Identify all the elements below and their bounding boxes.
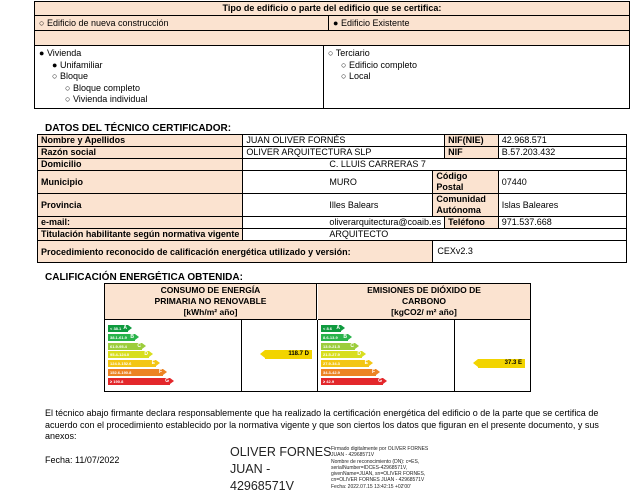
provincia-value: Illes Balears [243,194,433,217]
nombre-label: Nombre y Apellidos [38,135,243,147]
energy-bar-range: 21.5-27.9 [323,352,340,358]
radio-filled: ● [333,18,339,28]
energy-bar-b [108,334,135,341]
firma-nombre [230,444,331,495]
opt-unifamiliar: ● Unifamiliar [52,59,103,70]
tipo-edificio-section [34,1,630,109]
energy-bar-d [108,351,149,358]
declaracion-text: El técnico abajo firmante declara responsablemente que ha realizado la certificación energética del edificio o de la parte que se certifica de acuerdo con el procedimiento establecido por la normativa vigente y que son ciertos los datos que figuran en el presente documento, y sus anexos: [45,408,599,441]
tipo-row-construccion [34,16,630,31]
energy-bar-letter: A [123,325,127,331]
energy-bar-letter: A [336,325,340,331]
energy-bar-range: 8.6-13.9 [323,334,338,340]
nueva-label: Edificio de nueva construcción [46,18,169,28]
energy-bar-letter: F [158,369,162,375]
tipo-spacer [34,31,630,45]
energy-bar-letter: C [137,342,141,349]
tecnico-title: DATOS DEL TÉCNICO CERTIFICADOR: [45,123,232,134]
energy-bar-range: 13.9-21.5 [323,343,340,349]
calificacion-title: CALIFICACIÓN ENERGÉTICA OBTENIDA: [45,272,243,283]
energy-bar-g [321,378,383,385]
nif-label: NIF(NIE) [445,135,499,147]
energy-bar-letter: B [343,333,347,340]
cp-label: Código Postal [433,171,498,194]
opt-vivienda-individual: ○ Vivienda individual [65,94,148,104]
emisiones-indicator-area [455,320,530,391]
energy-bar-d [321,351,362,358]
energy-bar-letter: B [130,333,134,340]
energy-bar-letter: F [371,369,375,375]
opt-local: ○ Local [341,71,371,81]
domicilio-label: Domicilio [38,159,243,171]
tipo-header: Tipo de edificio o parte del edificio que se certifica: [34,1,630,16]
energy-bar-letter: E [151,360,155,367]
firma-line-2: JUAN - [230,462,271,476]
energy-bar-range: < 8.6 [323,326,333,331]
table-row [38,229,627,241]
provincia-label: Provincia [38,194,243,217]
energy-bar-letter: G [165,377,169,384]
consumo-scale [108,325,238,387]
energy-bar-letter: D [144,351,148,358]
procedimiento-label: Procedimiento reconocido de calificación energética utilizado y versión: [38,241,433,263]
firma-line-1: OLIVER FORNES [230,445,332,459]
razon-value: OLIVER ARQUITECTURA SLP [243,147,445,159]
consumo-header: CONSUMO DE ENERGÍA PRIMARIA NO RENOVABLE [kWh/m² año] [105,284,317,320]
table-row [38,147,627,159]
municipio-value: MURO [243,171,433,194]
nif2-label: NIF [445,147,499,159]
telefono-value: 971.537.668 [498,217,626,229]
divider [317,320,318,391]
opt-terciario: ○ Terciario [328,48,370,58]
energy-bar-range: ≥ 190.8 [110,378,124,384]
cp-value: 07440 [498,171,626,194]
energy-bar-e [108,360,156,367]
titulacion-label: Titulación habilitante según normativa vigente [38,229,243,241]
energy-bar-f [108,369,163,376]
energy-bar-c [108,343,142,350]
energy-bar-range: 152.6-190.8 [110,370,132,375]
energy-bar-letter: G [378,377,382,384]
energy-bar-c [321,343,355,350]
titulacion-value: ARQUITECTO [243,229,627,241]
energy-bar-range: 38.1-61.9 [110,334,127,340]
energy-bar-range: 95.4-124.0 [110,352,130,358]
energy-bar-a [321,325,341,332]
firma-line-3: 42968571V [230,479,294,493]
energy-bar-letter: D [357,351,361,358]
table-row [38,194,627,217]
comunidad-value: Islas Baleares [498,194,626,217]
energy-bar-g [108,378,170,385]
nif2-value: B.57.203.432 [498,147,626,159]
energy-bar-f [321,369,376,376]
energy-bar-range: ≥ 42.9 [323,378,335,384]
municipio-label: Municipio [38,171,243,194]
email-label: e-mail: [38,217,243,229]
table-row [38,159,627,171]
opt-edificio-completo: ○ Edificio completo [341,59,417,70]
email-value: oliverarquitectura@coaib.es [243,217,445,229]
razon-label: Razón social [38,147,243,159]
opt-bloque: ○ Bloque [52,71,88,81]
energy-bar-a [108,325,128,332]
firma-digital-text: Firmado digitalmente por OLIVER FORNES JUAN - 42968571V Nombre de reconocimiento (DN): c=ES, serialNumber=IDCES-42968571V, givenName=JUAN, sn=OLIVER FORNES, cn=OLIVER FORNES JUAN - 42968571V Fecha: 2022.07.15 13:42:15 +02'00' [331,446,429,490]
table-row [38,135,627,147]
telefono-label: Teléfono [445,217,499,229]
energy-bar-range: 61.9-95.4 [110,343,127,349]
uso-vivienda-col [35,46,324,108]
table-row [38,171,627,194]
energy-bar-range: 124.0-152.6 [110,361,132,367]
consumo-rating-indicator: 118.7 D [265,350,312,359]
calificacion-box [104,283,531,392]
uso-terciario-col [324,46,629,108]
existente-label: Edificio Existente [340,18,410,28]
energy-bar-range: 27.9-34.3 [323,361,340,367]
opt-existente [329,16,629,30]
emisiones-header: EMISIONES DE DIÓXIDO DE CARBONO [kgCO2/ m² año] [318,284,530,320]
energy-bar-b [321,334,348,341]
table-row [38,241,627,263]
procedimiento-value: CEXv2.3 [433,241,627,263]
opt-bloque-completo: ○ Bloque completo [65,82,140,93]
emisiones-rating-indicator: 37.3 E [478,359,525,368]
tecnico-table [37,134,627,263]
domicilio-value: C. LLUIS CARRERAS 7 [243,159,627,171]
nombre-value: JUAN OLIVER FORNÉS [243,135,445,147]
radio-empty: ○ [39,18,45,28]
tipo-row-uso [34,45,630,109]
comunidad-label: Comunidad Autónoma [433,194,498,217]
consumo-indicator-area [242,320,317,391]
fecha-text: Fecha: 11/07/2022 [45,455,120,465]
energy-bar-range: 34.3-42.9 [323,370,340,375]
table-row [38,217,627,229]
opt-nueva-construccion [35,16,329,30]
energy-bar-letter: E [364,360,368,367]
energy-bar-letter: C [350,342,354,349]
opt-vivienda: ● Vivienda [39,48,82,58]
emisiones-scale [321,325,451,387]
energy-bar-e [321,360,369,367]
energy-bar-range: < 38.1 [110,326,122,331]
nif-value: 42.968.571 [498,135,626,147]
